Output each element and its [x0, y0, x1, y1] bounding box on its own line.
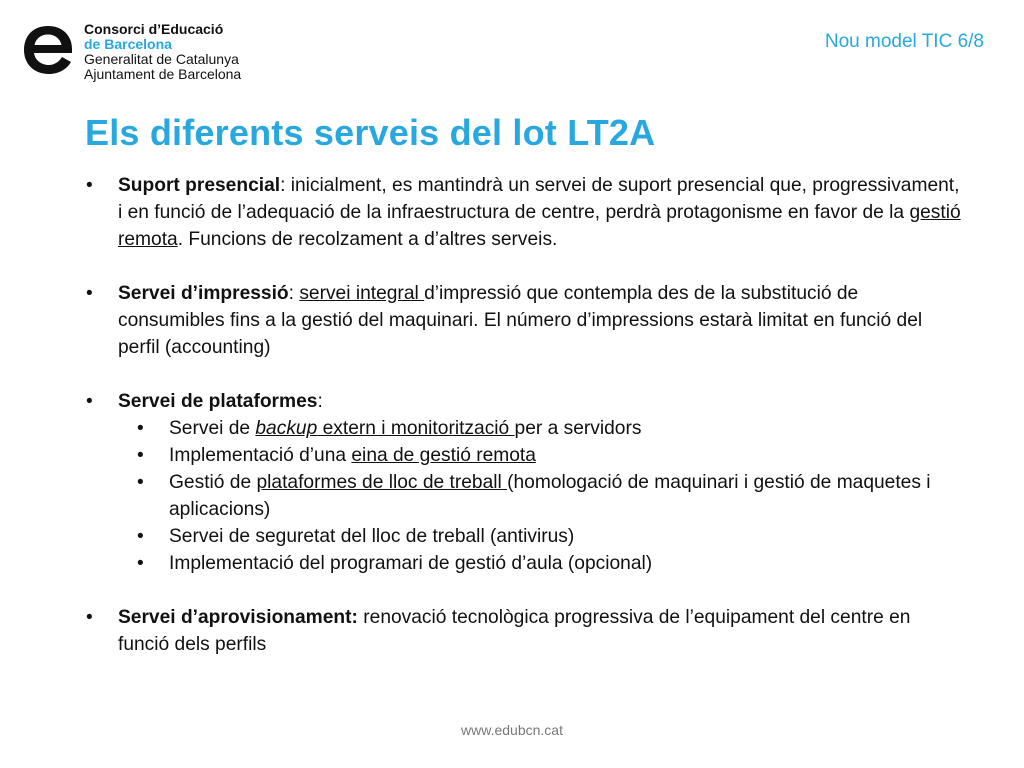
item-text: . Funcions de recolzament a d’altres serveis.	[177, 229, 558, 250]
bullet: •	[86, 283, 93, 304]
bullet: •	[137, 418, 144, 439]
item-text: Implementació d’una	[169, 445, 352, 466]
org-line-4: Ajuntament de Barcelona	[84, 66, 242, 82]
spacer	[84, 577, 964, 604]
underlined-term: plataformes de lloc de treball	[256, 472, 508, 493]
sub-item-backup	[84, 415, 964, 442]
footer-url: www.edubcn.cat	[461, 722, 563, 738]
item-label: Servei d’impressió	[118, 283, 289, 304]
bullet: •	[137, 472, 144, 493]
item-text: (homologació de maquinari i gestió de maquetes i aplicacions)	[169, 472, 931, 520]
bullet: •	[137, 526, 144, 547]
underlined-term: eina de gestió remota	[351, 445, 536, 466]
consorci-logo-icon	[22, 24, 74, 76]
item-text: :	[288, 283, 300, 304]
org-line-3: Generalitat de Catalunya	[84, 51, 239, 67]
item-label: Servei d’aprovisionament:	[118, 607, 358, 628]
item-text: d’impressió que contempla des de la substitució de consumibles fins a la gestió del maquinari. El número d’impressions estarà limitat en funció del perfil (accounting)	[118, 283, 923, 358]
bullet: •	[86, 175, 93, 196]
underlined-term: servei integral	[299, 283, 425, 304]
org-line-2: de Barcelona	[84, 36, 172, 52]
underlined-term: gestió remota	[118, 202, 961, 250]
item-text: Implementació del programari de gestió d’aula (opcional)	[169, 553, 653, 574]
underlined-term: extern i monitorització	[317, 418, 515, 439]
item-text: Servei de	[169, 418, 256, 439]
organization-name	[84, 22, 241, 82]
sub-item-gestio-remota	[84, 442, 964, 469]
page-tag: Nou model TIC 6/8	[824, 31, 984, 52]
list-item-suport-presencial	[84, 172, 964, 253]
item-text: renovació tecnològica progressiva de l’equipament del centre en funció dels perfils	[118, 607, 911, 655]
org-line-1: Consorci d’Educació	[84, 21, 224, 37]
item-text: : inicialment, es mantindrà un servei de suport presencial que, progressivament, i en funció de l’adequació de la infraestructura de centre, perdrà protagonisme en favor de la	[118, 175, 960, 223]
bullet: •	[137, 445, 144, 466]
list-item-servei-aprovisionament	[84, 604, 964, 658]
list-item-servei-impressio	[84, 280, 964, 361]
item-text: per a servidors	[514, 418, 642, 439]
bullet: •	[86, 607, 93, 628]
item-label: Servei de plataformes	[118, 391, 318, 412]
slide-content	[84, 172, 964, 658]
item-text: :	[317, 391, 323, 412]
bullet: •	[86, 391, 93, 412]
list-item-servei-plataformes	[84, 388, 964, 415]
spacer	[84, 253, 964, 280]
slide-title: Els diferents serveis del lot LT2A	[85, 112, 656, 153]
item-text: Gestió de	[169, 472, 257, 493]
sub-item-plataformes-lloc-treball	[84, 469, 964, 523]
underlined-term: backup	[255, 418, 318, 439]
spacer	[84, 361, 964, 388]
sub-item-seguretat	[84, 523, 964, 550]
item-text: Servei de seguretat del lloc de treball (antivirus)	[169, 526, 575, 547]
item-label: Suport presencial	[118, 175, 281, 196]
sub-item-gestio-aula	[84, 550, 964, 577]
bullet: •	[137, 553, 144, 574]
